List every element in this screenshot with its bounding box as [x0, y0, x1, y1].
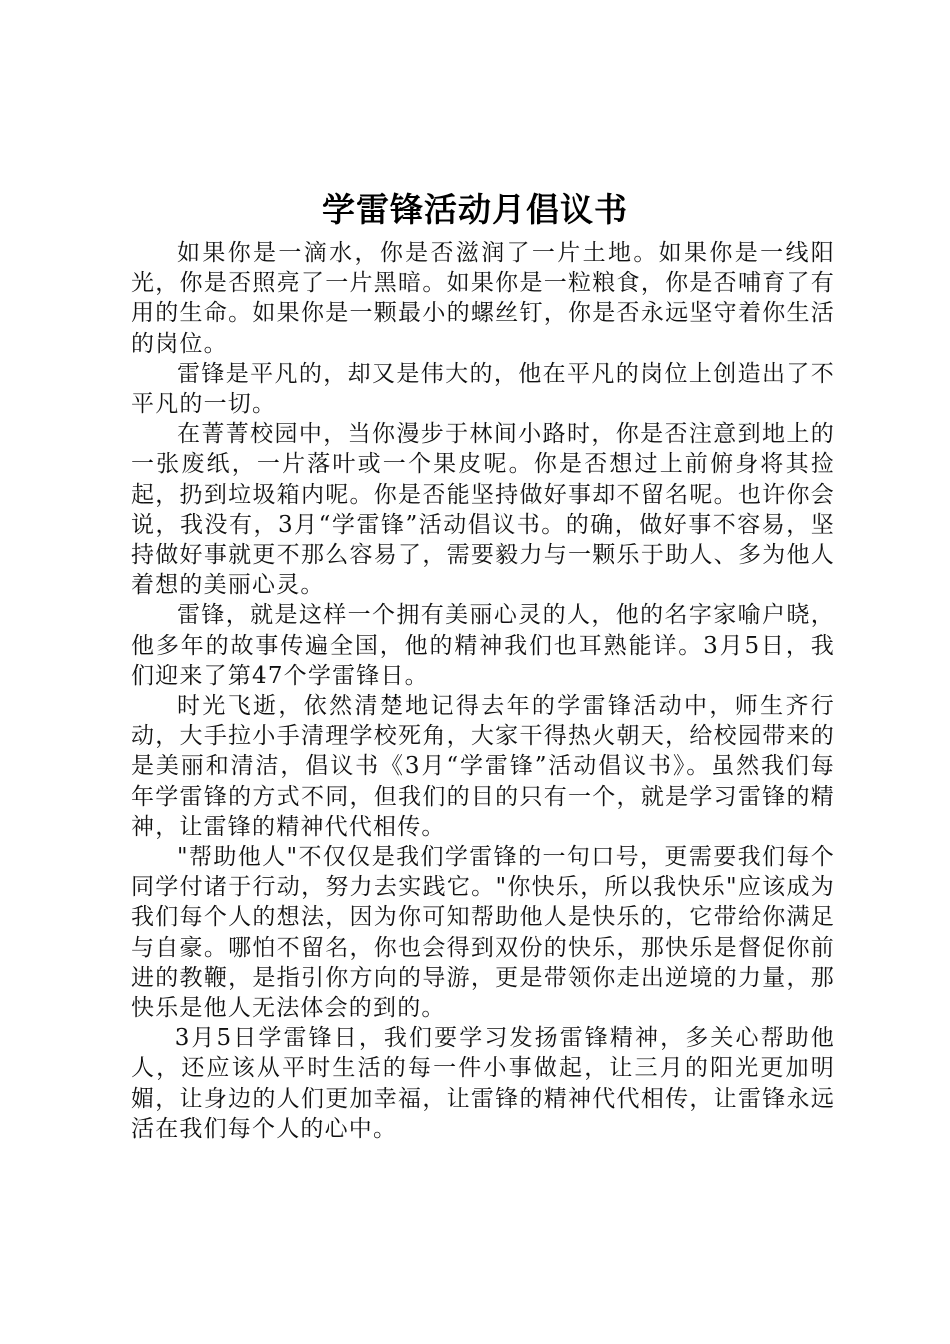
- paragraph-1: 如果你是一滴水，你是否滋润了一片土地。如果你是一线阳光，你是否照亮了一片黑暗。如果你是一粒粮食，你是否哺育了有用的生命。如果你是一颗最小的螺丝钉，你是否永远坚守着你生活的岗位。: [131, 240, 835, 357]
- paragraph-2: 雷锋是平凡的，却又是伟大的，他在平凡的岗位上创造出了不平凡的一切。: [131, 360, 835, 418]
- paragraph-3: 在菁菁校园中，当你漫步于林间小路时，你是否注意到地上的一张废纸，一片落叶或一个果皮呢。你是否想过上前俯身将其捡起，扔到垃圾箱内呢。你是否能坚持做好事却不留名呢。也许你会说，我没有，3月“学雷锋”活动倡议书。的确，做好事不容易，坚持做好事就更不那么容易了，需要毅力与一颗乐于助人、多为他人着想的美丽心灵。: [131, 421, 835, 599]
- document-body: [131, 238, 835, 1144]
- paragraph-4: 雷锋，就是这样一个拥有美丽心灵的人，他的名字家喻户晓，他多年的故事传遍全国，他的精神我们也耳熟能详。3月5日，我们迎来了第47个学雷锋日。: [131, 602, 835, 689]
- document-title: 学雷锋活动月倡议书: [322, 190, 628, 229]
- paragraph-7: 3月5日学雷锋日，我们要学习发扬雷锋精神，多关心帮助他人，还应该从平时生活的每一件小事做起，让三月的阳光更加明媚，让身边的人们更加幸福，让雷锋的精神代代相传，让雷锋永远活在我们每个人的心中。: [131, 1025, 835, 1142]
- paragraph-5: 时光飞逝，依然清楚地记得去年的学雷锋活动中，师生齐行动，大手拉小手清理学校死角，大家干得热火朝天，给校园带来的是美丽和清洁，倡议书《3月“学雷锋”活动倡议书》。虽然我们每年学雷锋的方式不同，但我们的目的只有一个，就是学习雷锋的精神，让雷锋的精神代代相传。: [131, 693, 835, 840]
- paragraph-6: "帮助他人"不仅仅是我们学雷锋的一句口号，更需要我们每个同学付诸于行动，努力去实践它。"你快乐，所以我快乐"应该成为我们每个人的想法，因为你可知帮助他人是快乐的，它带给你满足与自豪。哪怕不留名，你也会得到双份的快乐，那快乐是督促你前进的教鞭，是指引你方向的导游，更是带领你走出逆境的力量，那快乐是他人无法体会的到的。: [131, 844, 835, 1022]
